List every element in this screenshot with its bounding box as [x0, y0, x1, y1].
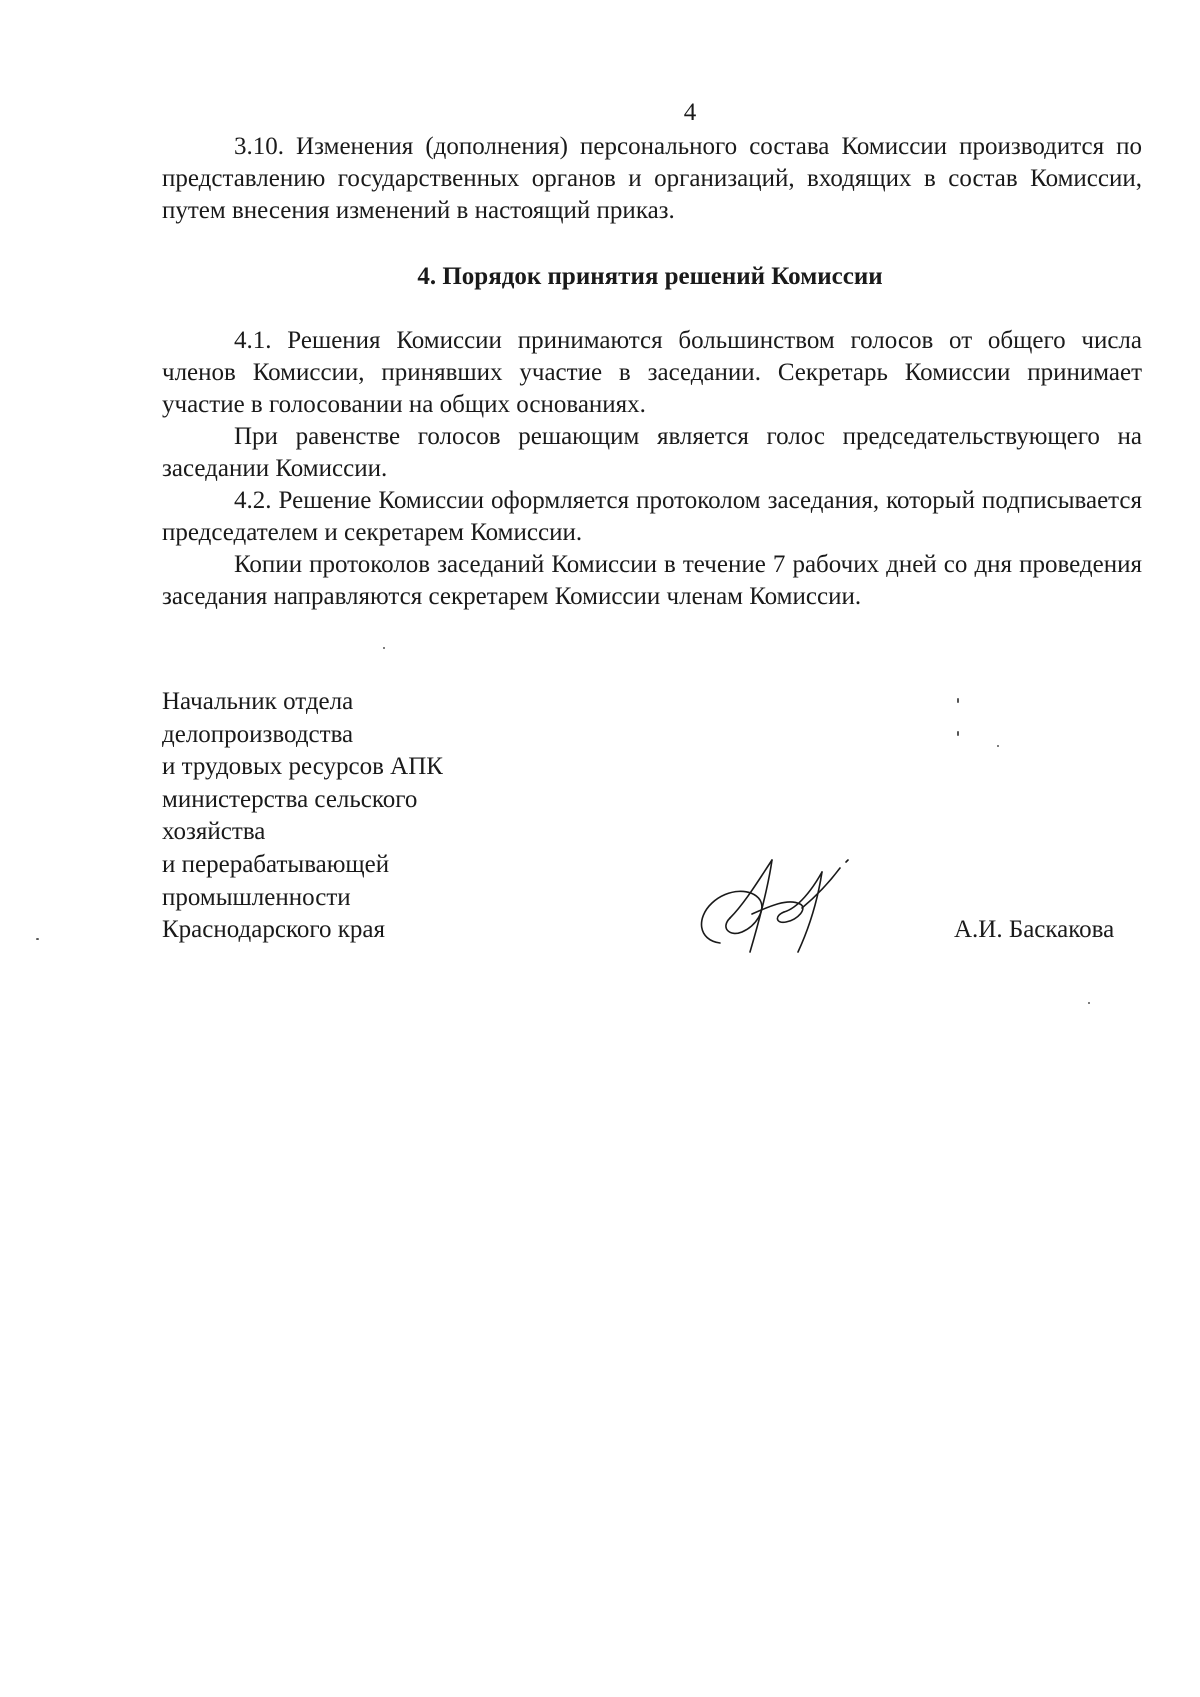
scan-speck: [957, 731, 959, 736]
position-line: и перерабатывающей: [162, 850, 390, 878]
position-line: Начальник отдела: [162, 688, 354, 715]
section-3-10-block: [162, 131, 1142, 227]
signer-name: А.И. Баскакова: [954, 916, 1115, 943]
scan-speck: [957, 698, 959, 703]
signatory-position: [162, 686, 562, 947]
paragraph-3-10: 3.10. Изменения (дополнения) персонального состава Комиссии производится по представлению государственных органов и организаций, входящих в состав Комиссии, путем внесения изменений в настоящий приказ.: [162, 133, 1142, 224]
scan-speck: [36, 938, 39, 940]
position-line: министерства сельского: [162, 785, 418, 813]
position-line: промышленности: [162, 883, 351, 911]
scan-speck: [1088, 1002, 1090, 1004]
position-line: Краснодарского края: [162, 916, 385, 944]
page-number: 4: [683, 99, 697, 126]
section-4-body: [162, 325, 1142, 613]
position-line: делопроизводства: [162, 720, 354, 748]
paragraph-4-1-tie: При равенстве голосов решающим является голос председательствующего на заседании Комиссии.: [162, 423, 1142, 482]
paragraph-4-2: 4.2. Решение Комиссии оформляется протоколом заседания, который подписывается председателем и секретарем Комиссии.: [162, 487, 1142, 546]
scan-speck: [383, 647, 385, 649]
position-line: и трудовых ресурсов АПК: [162, 753, 443, 781]
handwritten-signature: [690, 848, 860, 958]
section-4-heading: 4. Порядок принятия решений Комиссии: [417, 263, 883, 290]
paragraph-4-2-copies: Копии протоколов заседаний Комиссии в течение 7 рабочих дней со дня проведения заседания направляются секретарем Комиссии членам Комиссии.: [162, 551, 1142, 610]
position-line: хозяйства: [162, 818, 266, 846]
paragraph-4-1: 4.1. Решения Комиссии принимаются большинством голосов от общего числа членов Комиссии, принявших участие в заседании. Секретарь Комиссии принимает участие в голосовании на общих основаниях.: [162, 327, 1142, 418]
scan-speck: [997, 745, 999, 747]
